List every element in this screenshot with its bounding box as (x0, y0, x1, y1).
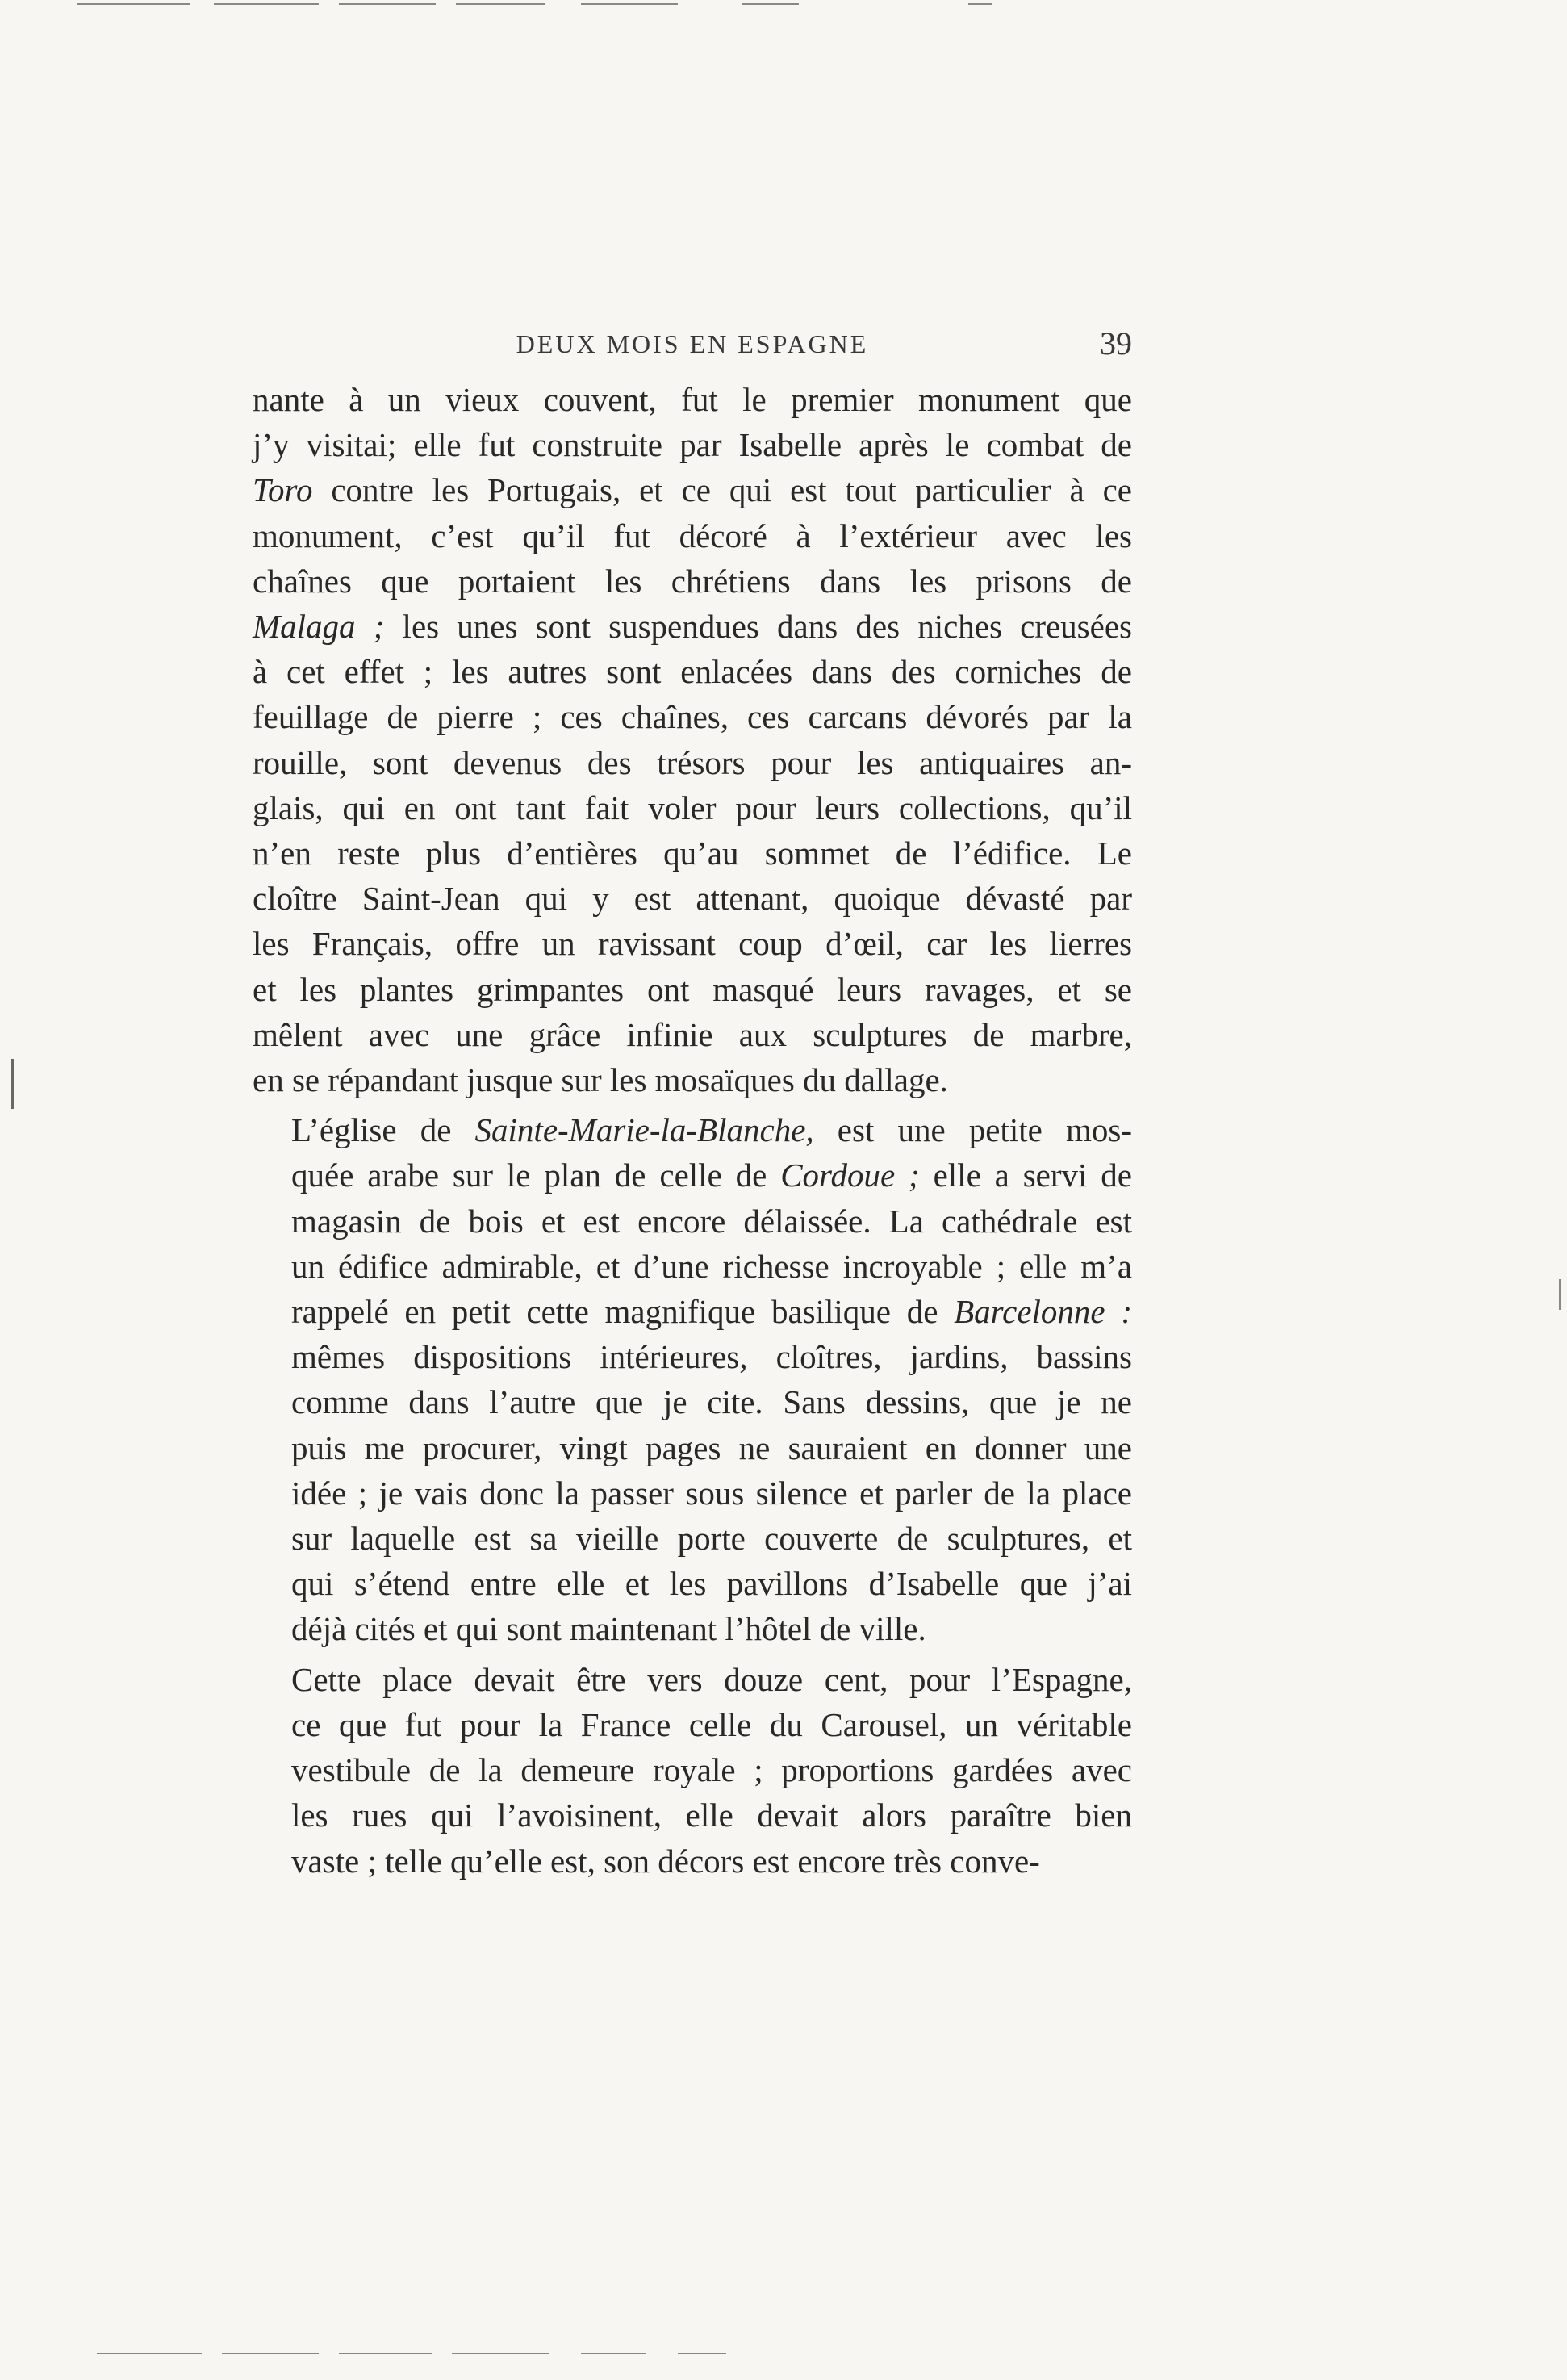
top-edge-rule (581, 3, 678, 5)
text-line: rouille, sont devenus des trésors pour les antiquaires an- (253, 743, 1132, 781)
text-line: j’y visitai; elle fut construite par Isabelle après le combat de (253, 426, 1132, 464)
text-line: sur laquelle est sa vieille porte couverte de sculptures, et (291, 1520, 1132, 1558)
top-edge-rule (968, 3, 992, 5)
bottom-edge-rule (452, 2353, 549, 2354)
italic-term: Barcelonne : (954, 1293, 1132, 1331)
text-line: ce que fut pour la France celle du Carousel, un véritable (291, 1705, 1132, 1743)
scan-edge-mark (11, 1059, 14, 1109)
text-line: cloître Saint-Jean qui y est attenant, quoique dévasté par (253, 880, 1132, 918)
text-line: les rues qui l’avoisinent, elle devait alors paraître bien (291, 1797, 1132, 1834)
text-line: idée ; je vais donc la passer sous silence et parler de la place (291, 1474, 1132, 1512)
text-line: mêlent avec une grâce infinie aux sculptures de marbre, (253, 1015, 1132, 1053)
text-line: vestibule de la demeure royale ; proportions gardées avec (291, 1751, 1132, 1789)
paragraph (253, 1657, 1132, 1884)
text-line: feuillage de pierre ; ces chaînes, ces carcans dévorés par la (253, 698, 1132, 736)
bottom-edge-rule (339, 2353, 432, 2354)
text-line: mêmes dispositions intérieures, cloîtres, jardins, bassins (291, 1338, 1132, 1376)
text-line: qui s’étend entre elle et les pavillons d’Isabelle que j’ai (291, 1565, 1132, 1603)
text-line: L’église de Sainte-Marie-la-Blanche, est une petite mos- (291, 1111, 1132, 1149)
running-title: DEUX MOIS EN ESPAGNE (516, 329, 869, 358)
text-line: rappelé en petit cette magnifique basilique de Barcelonne : (291, 1293, 1132, 1331)
bottom-edge-rule (581, 2353, 646, 2354)
text-line: Toro contre les Portugais, et ce qui est tout particulier à ce (253, 471, 1132, 509)
italic-term: Cordoue ; (780, 1157, 920, 1194)
text-line: en se répandant jusque sur les mosaïques du dallage. (253, 1061, 948, 1099)
text-line: nante à un vieux couvent, fut le premier monument que (253, 381, 1132, 418)
text-line: un édifice admirable, et d’une richesse incroyable ; elle m’a (291, 1247, 1132, 1285)
bottom-edge-rule (97, 2353, 202, 2354)
scan-edge-mark (1559, 1279, 1561, 1310)
top-edge-rule (339, 3, 436, 5)
body-text (253, 377, 1132, 1884)
text-line: à cet effet ; les autres sont enlacées dans des corniches de (253, 653, 1132, 691)
italic-term: Sainte-Marie-la-Blanche, (474, 1111, 814, 1149)
page-number: 39 (1100, 325, 1132, 362)
italic-term: Toro (253, 471, 313, 509)
text-line: Cette place devait être vers douze cent, pour l’Espagne, (291, 1660, 1132, 1698)
bottom-edge-rule (678, 2353, 726, 2354)
text-line: monument, c’est qu’il fut décoré à l’extérieur avec les (253, 517, 1132, 554)
top-edge-rule (77, 3, 190, 5)
text-line: puis me procurer, vingt pages ne sauraient en donner une (291, 1428, 1132, 1466)
text-line: quée arabe sur le plan de celle de Cordoue ; elle a servi de (291, 1157, 1132, 1194)
page-header (253, 324, 1132, 373)
text-line: n’en reste plus d’entières qu’au sommet de l’édifice. Le (253, 834, 1132, 872)
text-line: chaînes que portaient les chrétiens dans les prisons de (253, 562, 1132, 600)
bottom-edge-rule (222, 2353, 319, 2354)
italic-term: Malaga ; (253, 608, 385, 646)
text-line: Malaga ; les unes sont suspendues dans des niches creusées (253, 608, 1132, 646)
text-line: comme dans l’autre que je cite. Sans dessins, que je ne (291, 1383, 1132, 1421)
text-line: vaste ; telle qu’elle est, son décors est encore très conve- (291, 1842, 1040, 1880)
top-edge-rule (742, 3, 799, 5)
text-line: déjà cités et qui sont maintenant l’hôtel de ville. (291, 1610, 926, 1648)
text-line: magasin de bois et est encore délaissée. La cathédrale est (291, 1202, 1132, 1240)
paragraph (253, 377, 1132, 1102)
text-line: et les plantes grimpantes ont masqué leurs ravages, et se (253, 970, 1132, 1008)
paragraph (253, 1107, 1132, 1651)
top-edge-rule (214, 3, 319, 5)
text-line: les Français, offre un ravissant coup d’œil, car les lierres (253, 925, 1132, 963)
text-line: glais, qui en ont tant fait voler pour leurs collections, qu’il (253, 788, 1132, 826)
top-edge-rule (456, 3, 545, 5)
